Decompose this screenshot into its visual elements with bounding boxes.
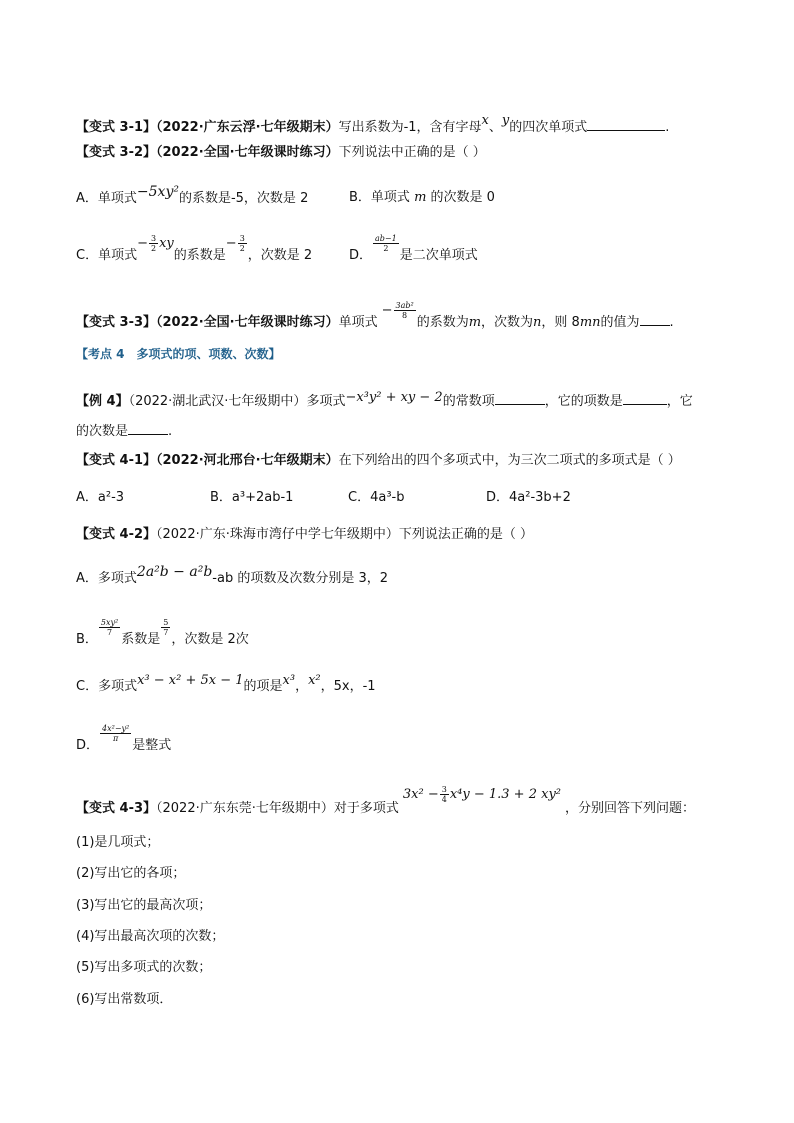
question-text: 的四次单项式 <box>509 120 588 135</box>
frac-numerator: 3 <box>150 234 157 243</box>
frac-numerator: 4x²−y² <box>102 724 130 733</box>
subquestion-5: (5)写出多项式的次数； <box>76 960 212 975</box>
frac-numerator: 5 <box>163 618 169 627</box>
question-text: ，它 <box>666 394 693 409</box>
answer-blank-terms[interactable] <box>623 390 667 405</box>
question-label: 【变式 3-3】 <box>76 315 157 330</box>
option-b[interactable] <box>349 188 495 208</box>
question-source: （2022·河北邢台·七年级期末） <box>156 453 339 468</box>
math-var-m: m <box>468 315 482 330</box>
math-var-m: m <box>414 190 427 205</box>
frac-numerator: 3 <box>239 234 245 243</box>
question-v3-1 <box>76 113 734 138</box>
subquestion-6: (6)写出常数项． <box>76 992 173 1007</box>
math-minus: − <box>137 236 148 251</box>
frac-denominator: π <box>113 734 119 743</box>
question-text: 对于多项式 <box>333 801 399 816</box>
option-v4-2-b[interactable] <box>76 618 734 650</box>
option-a[interactable]: A．a²-3 <box>76 490 125 505</box>
question-text: 多项式 <box>306 394 346 409</box>
frac-numerator: 3 <box>441 785 447 794</box>
math-var-n: n <box>533 315 542 330</box>
option-b[interactable]: B．a³+2ab-1 <box>210 490 294 505</box>
question-end: . <box>669 315 674 330</box>
math-var-y: y <box>501 113 510 128</box>
question-label: 【例 4】 <box>76 394 129 409</box>
question-source: （2022·湖北武汉·七年级期中） <box>128 394 307 409</box>
question-label: 【变式 4-1】 <box>76 453 157 468</box>
math-expr: 2a²b − a²b <box>136 564 213 580</box>
math-expr: −5xy² <box>136 184 179 200</box>
option-text: 系数是 <box>121 632 161 647</box>
subquestion-4: (4)写出最高次项的次数； <box>76 929 225 944</box>
question-text: ，它的项数是 <box>544 394 623 409</box>
frac-denominator: 8 <box>402 311 408 320</box>
option-text: ，次数是 2 <box>247 248 313 263</box>
math-minus: − <box>225 236 237 251</box>
option-text: C．单项式 <box>76 248 138 263</box>
question-ex4 <box>76 390 734 412</box>
math-expr: x³ − x² + 5x − 1 <box>137 673 244 688</box>
separator: 、 <box>488 120 502 135</box>
frac-numerator: 3ab² <box>395 301 414 310</box>
math-var-x: x <box>481 113 489 128</box>
question-text: ，分别回答下列问题： <box>565 801 696 816</box>
option-v4-2-d[interactable] <box>76 724 734 756</box>
question-v3-2 <box>76 143 734 163</box>
option-text: A．多项式 <box>76 571 137 586</box>
section-heading: 【考点 4 多项式的项、项数、次数】 <box>76 347 281 361</box>
option-d[interactable] <box>349 234 478 266</box>
answer-blank-degree[interactable] <box>128 420 168 435</box>
frac-denominator: 2 <box>383 244 389 253</box>
subquestion-3: (3)写出它的最高次项； <box>76 898 212 913</box>
question-text: 下列说法中正确的是（ ） <box>338 145 486 160</box>
option-a[interactable] <box>76 184 309 209</box>
question-text: 单项式 <box>338 315 378 330</box>
option-text: ，5x，-1 <box>320 679 376 694</box>
option-c[interactable] <box>76 234 313 266</box>
question-text: 在下列给出的四个多项式中，为三次二项式的多项式是（ ） <box>338 453 681 468</box>
option-text: ，次数是 2次 <box>171 632 249 647</box>
option-text: B． <box>76 632 98 647</box>
math-expr: −x³y² + xy − 2 <box>345 390 443 405</box>
frac-denominator: 2 <box>239 244 245 253</box>
math-var-mn: mn <box>579 315 601 330</box>
question-text: 的值为 <box>600 315 640 330</box>
option-text: 是二次单项式 <box>399 248 478 263</box>
frac-denominator: 7 <box>163 628 169 637</box>
frac-numerator: 5xy² <box>100 618 119 627</box>
math-var: xy <box>159 236 174 251</box>
answer-blank[interactable] <box>640 311 670 326</box>
answer-blank-constant[interactable] <box>495 390 545 405</box>
option-text: 的项是 <box>243 679 283 694</box>
question-text: 下列说法正确的是（ ） <box>398 527 534 542</box>
option-text: -ab 的项数及次数分别是 3，2 <box>212 571 389 586</box>
question-end: . <box>665 120 670 135</box>
math-expr: x⁴y − 1.3 + 2 xy² <box>449 787 561 802</box>
option-c[interactable]: C．4a³-b <box>348 490 405 505</box>
frac-numerator: ab−1 <box>375 234 397 243</box>
question-end: . <box>168 424 173 439</box>
question-source: （2022·全国·七年级课时练习） <box>156 315 339 330</box>
question-ex4-line2 <box>76 420 734 442</box>
question-text: 的常数项 <box>442 394 495 409</box>
option-text: D． <box>76 738 100 753</box>
math-term: x³ <box>282 673 296 688</box>
question-label: 【变式 4-3】 <box>76 801 157 816</box>
question-v4-1 <box>76 451 734 471</box>
question-label: 【变式 3-1】 <box>76 120 157 135</box>
question-v3-3 <box>76 301 734 333</box>
option-text: A．单项式 <box>76 191 137 206</box>
frac-denominator: 7 <box>107 628 113 637</box>
option-text: 的系数是 <box>173 248 226 263</box>
question-source: （2022·广东东莞·七年级期中） <box>156 801 334 816</box>
option-d[interactable]: D．4a²-3b+2 <box>486 490 571 505</box>
question-text: 的次数是 <box>76 424 129 439</box>
question-text: ，次数为 <box>481 315 534 330</box>
option-text: D． <box>349 248 373 263</box>
subquestion-2: (2)写出它的各项； <box>76 866 186 881</box>
option-v4-2-c[interactable]: C．多项式x³ − x² + 5x − 1的项是x³，x²，5x，-1 <box>76 673 376 694</box>
option-text: 是整式 <box>132 738 172 753</box>
frac-denominator: 4 <box>441 795 447 804</box>
math-expr: 3x² − <box>402 787 439 802</box>
subquestion-1: (1)是几项式； <box>76 835 160 850</box>
question-v4-3 <box>76 785 734 819</box>
question-source: （2022·全国·七年级课时练习） <box>156 145 339 160</box>
question-v4-2 <box>76 525 734 545</box>
option-text: C．多项式 <box>76 679 138 694</box>
question-source: （2022·广东·珠海市湾仔中学七年级期中） <box>156 527 399 542</box>
question-text: 的系数为 <box>416 315 469 330</box>
question-label: 【变式 4-2】 <box>76 527 157 542</box>
option-text: 的系数是-5，次数是 2 <box>178 191 309 206</box>
math-minus: − <box>381 303 393 318</box>
question-label: 【变式 3-2】 <box>76 145 157 160</box>
option-text: 的次数是 0 <box>430 190 495 205</box>
question-source: （2022·广东云浮·七年级期末） <box>156 120 339 135</box>
answer-blank[interactable] <box>587 116 665 131</box>
option-v4-2-a[interactable] <box>76 564 734 589</box>
question-text: ，则 8 <box>541 315 580 330</box>
option-text: B．单项式 <box>349 190 410 205</box>
math-term: x² <box>308 673 321 688</box>
frac-denominator: 2 <box>150 244 157 253</box>
question-text: 写出系数为-1，含有字母 <box>338 120 482 135</box>
